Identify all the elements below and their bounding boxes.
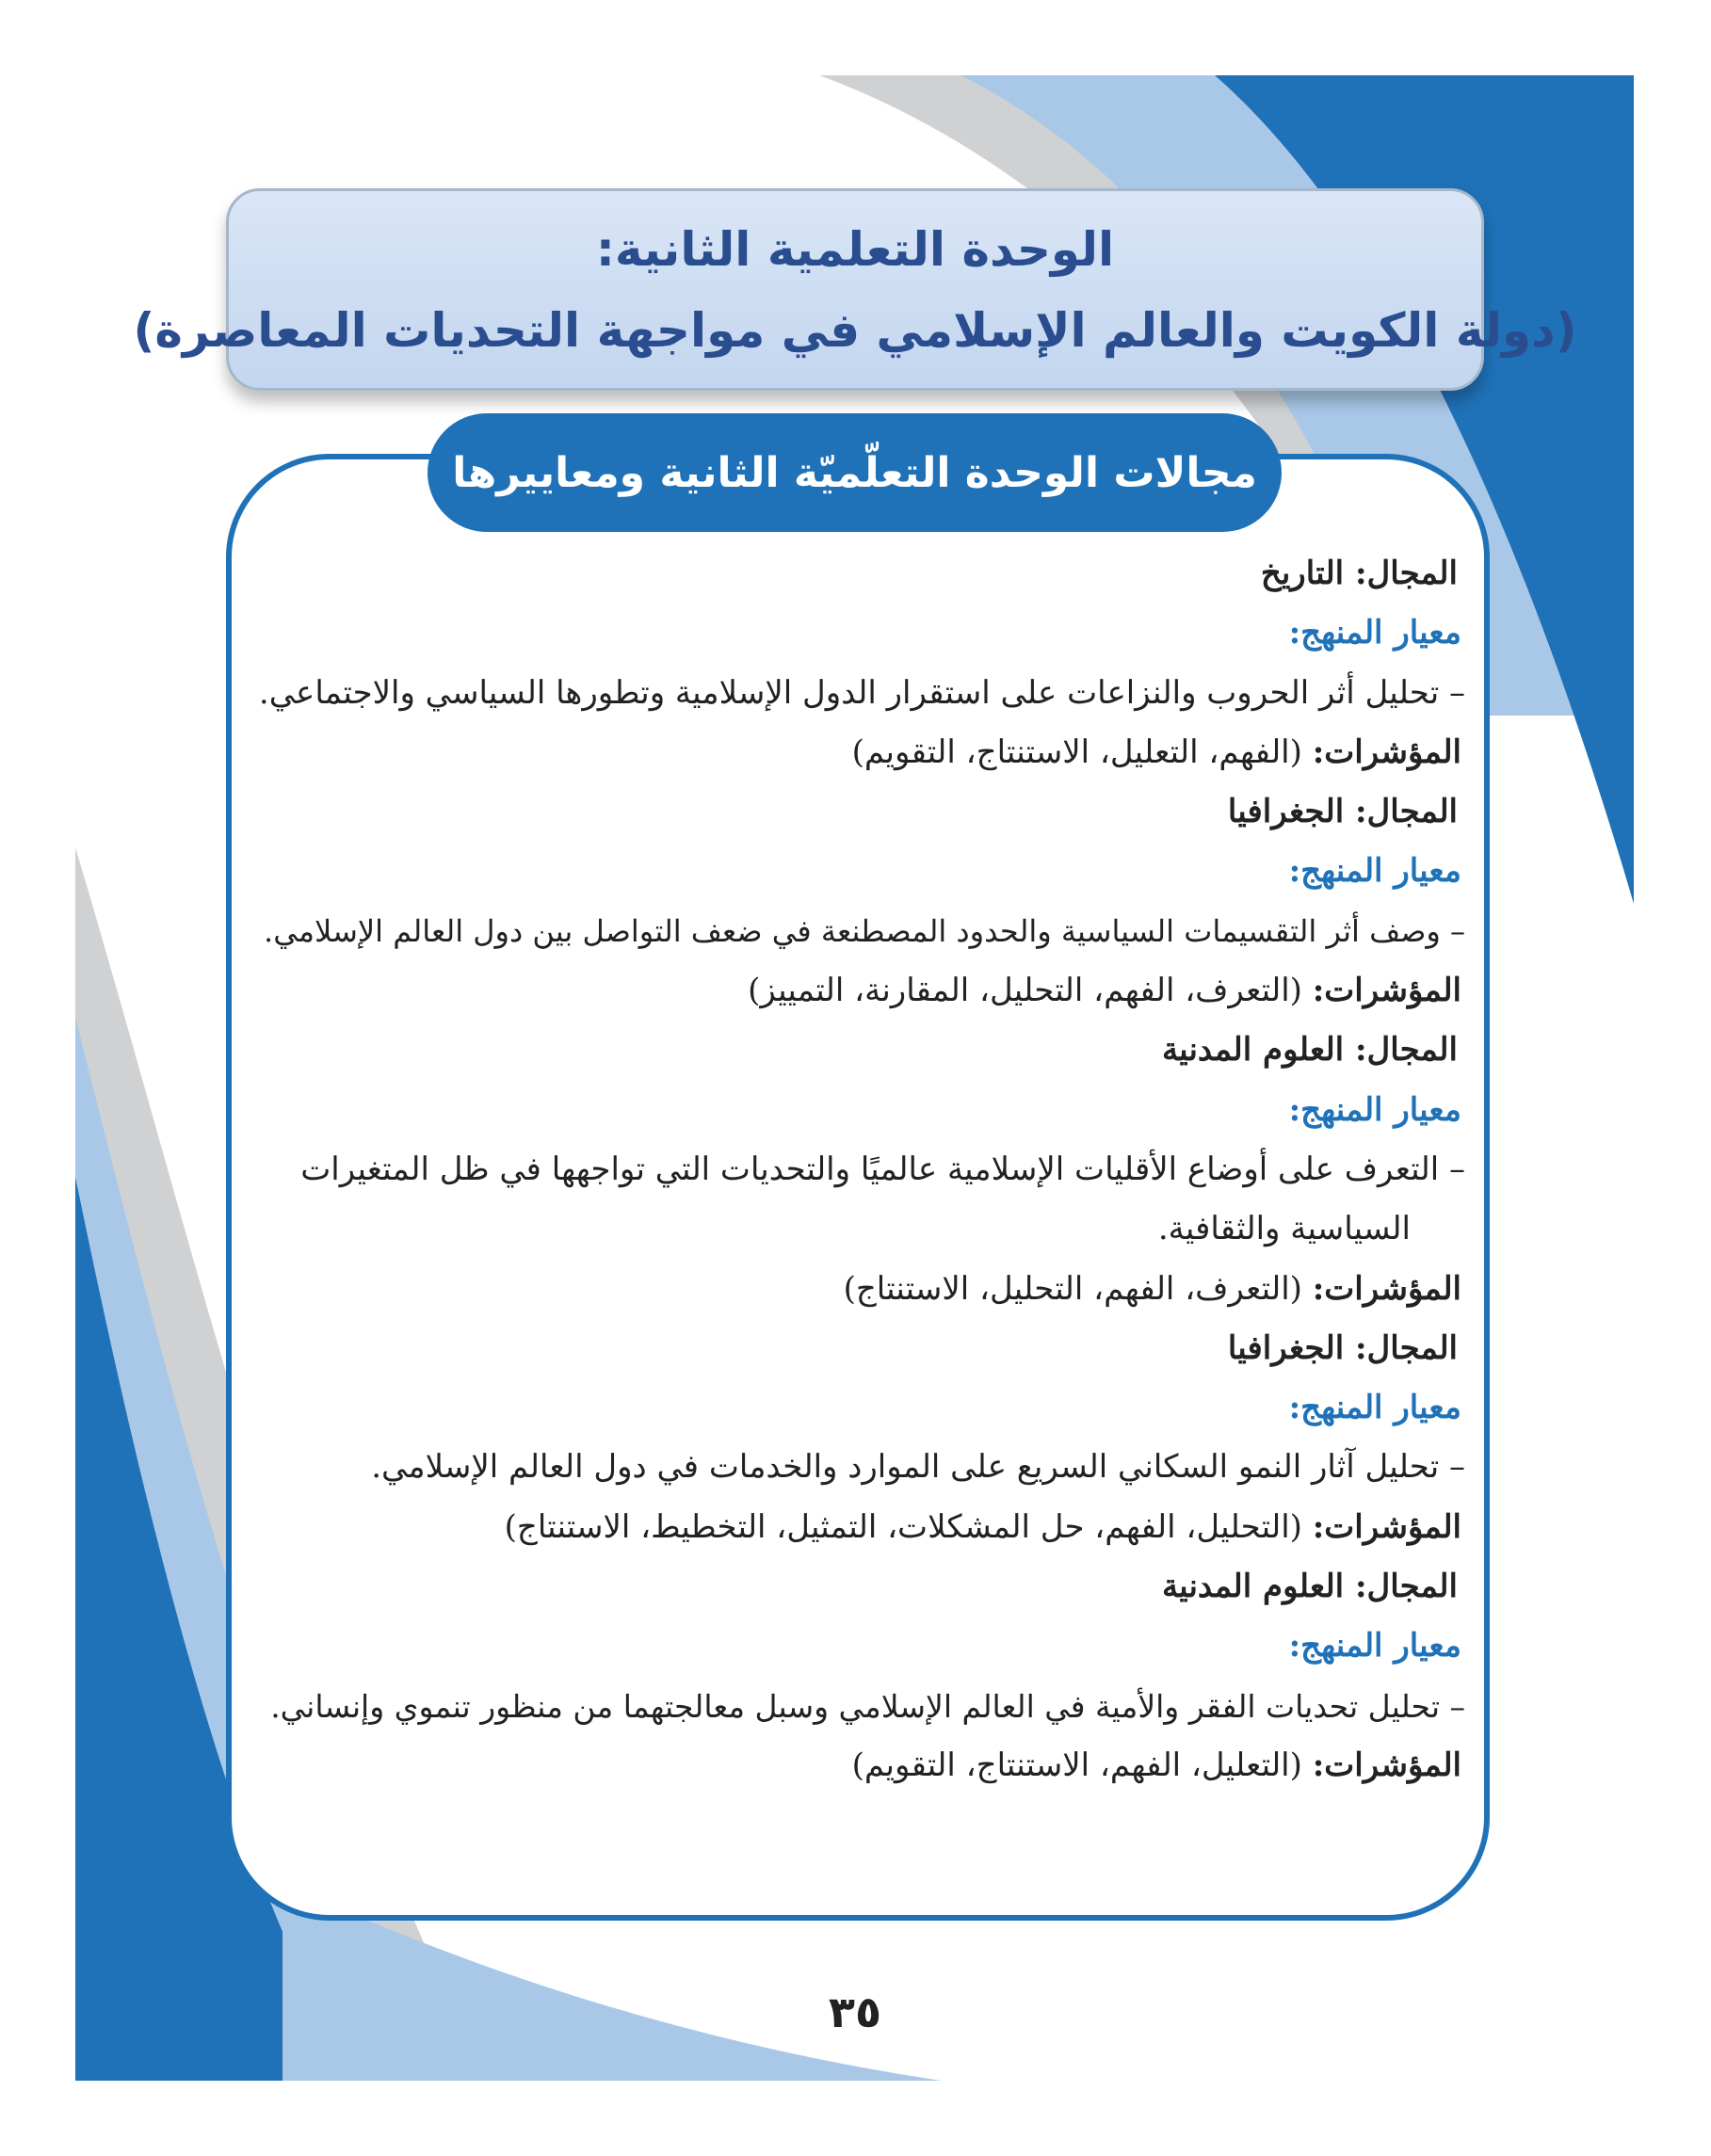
standard-text: – التعرف على أوضاع الأقليات الإسلامية عالميًا والتحديات التي تواجهها في ظل المتغيرات <box>300 1150 1465 1188</box>
standard-heading: معيار المنهج: <box>1288 614 1461 652</box>
indicators-values: (التعليل، الفهم، الاستنتاج، التقويم) <box>851 1746 1302 1784</box>
unit-title-line-2: (دولة الكويت والعالم الإسلامي في مواجهة التحديات المعاصرة) <box>133 302 1577 358</box>
domains-content <box>252 544 1469 1872</box>
indicators-label: المؤشرات: <box>1312 1269 1461 1308</box>
standard-heading: معيار المنهج: <box>1288 1389 1461 1427</box>
indicators-line <box>252 1260 1469 1319</box>
unit-title-line-1: الوحدة التعلمية الثانية: <box>595 221 1115 277</box>
indicators-label: المؤشرات: <box>1312 1746 1461 1784</box>
standard-text-continued: السياسية والثقافية. <box>1157 1210 1411 1248</box>
indicators-label: المؤشرات: <box>1312 1507 1461 1546</box>
page-number: ٣٥ <box>828 1987 882 2037</box>
indicators-line <box>252 1498 1469 1557</box>
domain-title: المجال: العلوم المدنية <box>1161 1568 1458 1606</box>
unit-title-box <box>133 188 1577 391</box>
indicators-values: (التعرف، الفهم، التحليل، الاستنتاج) <box>843 1269 1302 1308</box>
indicators-values: (الفهم، التعليل، الاستنتاج، التقويم) <box>851 732 1302 771</box>
domain-title: المجال: التاريخ <box>1260 555 1458 592</box>
standard-heading: معيار المنهج: <box>1288 852 1461 891</box>
indicators-label: المؤشرات: <box>1312 972 1461 1010</box>
standard-text: – تحليل آثار النمو السكاني السريع على الموارد والخدمات في دول العالم الإسلامي. <box>371 1448 1465 1487</box>
section-heading: مجالات الوحدة التعلّميّة الثانية ومعاييرها <box>428 413 1282 532</box>
domain-title: المجال: العلوم المدنية <box>1161 1031 1458 1070</box>
standard-heading: معيار المنهج: <box>1288 1090 1461 1129</box>
standard-heading: معيار المنهج: <box>1288 1627 1461 1665</box>
indicators-label: المؤشرات: <box>1312 732 1461 771</box>
indicators-values: (التحليل، الفهم، حل المشكلات، التمثيل، التخطيط، الاستنتاج) <box>504 1507 1302 1546</box>
indicators-values: (التعرف، الفهم، التحليل، المقارنة، التمييز) <box>748 972 1302 1010</box>
indicators-line <box>252 961 1469 1021</box>
standard-text: – تحليل تحديات الفقر والأمية في العالم الإسلامي وسبل معالجتهما من منظور تنموي وإنساني. <box>270 1687 1465 1725</box>
standard-text: – وصف أثر التقسيمات السياسية والحدود المصطنعة في ضعف التواصل بين دول العالم الإسلامي. <box>264 912 1465 949</box>
standard-text: – تحليل أثر الحروب والنزاعات على استقرار الدول الإسلامية وتطورها السياسي والاجتماعي. <box>258 673 1465 712</box>
indicators-line <box>252 1736 1469 1795</box>
domain-title: المجال: الجغرافيا <box>1227 1328 1458 1367</box>
indicators-line <box>252 723 1469 782</box>
domain-title: المجال: الجغرافيا <box>1227 793 1458 831</box>
